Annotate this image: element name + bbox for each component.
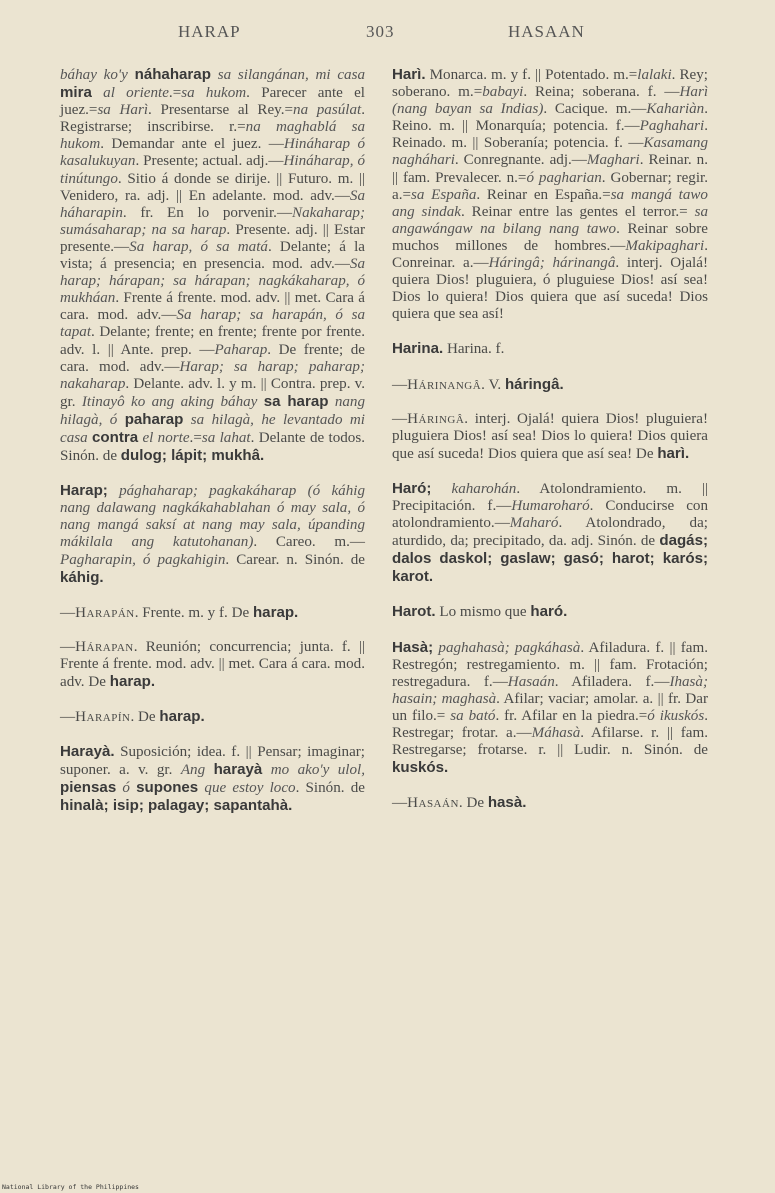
header-left-guide-word: HARAP [178,22,241,41]
page-number: 303 [366,22,395,41]
entry-harinanga: —Hárinangâ. V. háringâ. [392,375,564,393]
entry-harina: Harina. Harina. f. [392,340,505,358]
entry-harap-continued: báhay ko'y náhaharap sa silangánan, mi casa mira al oriente.=sa hukom. Parecer ante el juez.=sa Harì. Presentarse al Rey.=na pasúlat. Registrarse; inscribirse. r.=na maghablá sa hukom. Demandar ante el juez. —Hináharap ó kasalukuyan. Presente; actual. adj.—Hináharap, ó tinútungo. Sitio á donde se dirije. || Futuro. m. || Venidero, ra. adj. || En adelante. mod. adv.—Sa háharapin. fr. En lo porvenir.—Nakaharap; sumásaharap; na sa harap. Presente. adj. || Estar presente.—Sa harap, ó sa matá. Delante; á la vista; á presencia; en presencia. mod. adv.—Sa harap; hárapan; sa hárapan; nagkákaharap, ó mukháan. Frente á frente. mod. adv. || met. Cara á cara. mod. adv.—Sa harap; sa harapán, ó sa tapat. Delante; frente; en frente; frente por frente. adv. l. || Ante. prep. —Paharap. De frente; de cara. mod. adv.—Harap; sa harap; paharap; nakaharap. Delante. adv. l. y m. || Contra. prep. v. gr. Itinayô ko ang aking báhay sa harap nang hilagà, ó paharap sa hilagà, he levantado mi casa contra el norte.=sa lahat. Delante de todos. Sinón. de dulog; lápit; mukhâ. [60,66,366,465]
entry-harapan-reunion: —Hárapan. Reunión; concurrencia; junta. f. || Frente á frente. mod. adv. || met. Cara á cara. mod. adv. De harap. [60,638,365,690]
entry-haraya: Harayà. Suposición; idea. f. || Pensar; imaginar; suponer. a. v. gr. Ang harayà mo ako'y ulol, piensas ó supones que estoy loco. Sinón. de hinalà; isip; palagay; sapantahà. [60,743,365,815]
header-right-guide-word: HASAAN [508,22,585,41]
right-column [392,66,708,812]
entry-hari: Harì. Monarca. m. y f. || Potentado. m.=lalaki. Rey; soberano. m.=babayi. Reina; soberana. f. —Harì (nang bayan sa Indias). Cacique. m.—Kahariàn. Reino. m. || Monarquía; potencia. f.—Paghahari. Reinado. m. || Soberanía; potencia. f. —Kasamang nagháhari. Conregnante. adj.—Maghari. Reinar. n. || fam. Prevalecer. n.=ó pagharian. Gobernar; regir. a.=sa España. Reinar en España.=sa mangá tawo ang sindak. Reinar entre las gentes el terror.= sa angawángaw na bilang nang tawo. Reinar sobre muchos millones de hombres.—Makipaghari. Conreinar. a.—Háringâ; hárinangâ. interj. Ojalá! quiera Dios! pluguiera, ó pluguiese Dios! así sea! Dios lo quiera! Dios quiera que así suceda! Dios quiera que sea así! [392,66,709,323]
library-watermark: National Library of the Philippines [2,1183,139,1191]
entry-haringa: —Háringâ. interj. Ojalá! quiera Dios! pluguiera! pluguiera Dios! así sea! Dios lo quiera! Dios quiera que así suceda! Dios quiera que así sea! De harì. [392,410,708,462]
entry-harapan: —Harapán. Frente. m. y f. De harap. [60,603,299,621]
left-column [60,66,365,816]
entry-hasaan: —Hasaán. De hasà. [392,794,527,812]
entry-haro: Haró; kaharohán. Atolondramiento. m. || Precipitación. f.—Humaroharó. Conducirse con atolondramiento.—Maharó. Atolondrado, da; aturdido, da; precipitado, da. adj. Sinón. de dagás; dalos daskol; gaslaw; gasó; harot; karós; karot. [392,479,708,586]
entry-harot: Harot. Lo mismo que haró. [392,603,568,621]
entry-harapin: —Harapín. De harap. [60,708,205,726]
running-header [0,22,775,48]
entry-hasa: Hasà; paghahasà; pagkáhasà. Afiladura. f. || fam. Restregón; restregamiento. m. || fam. Frotación; restregadura. f.—Hasaán. Afiladera. f.—Ihasà; hasain; maghasà. Afilar; vaciar; amolar. a. || fr. Dar un filo.= sa bató. fr. Afilar en la piedra.=ó ikuskós. Restregar; frotar. a.—Máhasà. Afilarse. r. || fam. Restregarse; frotarse. r. || Ludir. n. Sinón. de kuskós. [392,638,709,777]
entry-harap-careo: Harap; pághaharap; pagkakáharap (ó káhig nang dalawang nagkákahablahan ó may sala, ó nang mangá saksí at nang may sala, úpanding mákilala ang katutohanan). Careo. m.—Pagharapin, ó pagkahigin. Carear. n. Sinón. de káhig. [60,482,365,586]
